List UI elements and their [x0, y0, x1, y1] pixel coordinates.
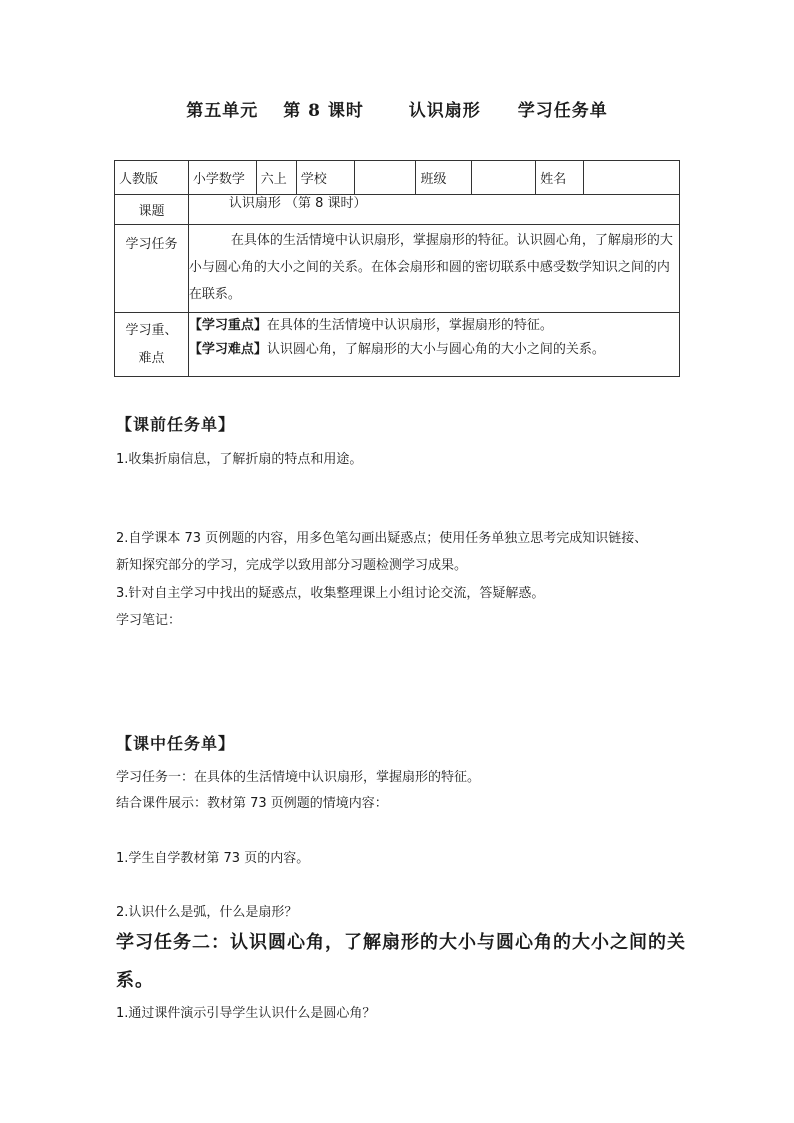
edition-cell: 人教版: [115, 161, 189, 195]
name-field[interactable]: [584, 161, 680, 195]
title-lesson: 第 8 课时: [283, 101, 364, 121]
title-topic: 认识扇形: [408, 101, 481, 121]
key-point-line: [189, 314, 679, 338]
info-table: [114, 160, 680, 377]
task-label: 学习任务: [115, 225, 189, 313]
in-class-heading: 【课中任务单】: [116, 734, 236, 753]
key-label-line1: 学习重、: [125, 322, 178, 338]
task2-title-line-1: 学习任务二：认识圆心角，了解扇形的大小与圆心角的大小之间的关: [116, 932, 686, 953]
topic-value: 认识扇形 （第 8 课时）: [188, 195, 679, 225]
difficult-point-text: 认识圆心角，了解扇形的大小与圆心角的大小之间的关系。: [266, 342, 605, 357]
key-point-tag: 【学习重点】: [188, 318, 267, 333]
name-label: 姓名: [536, 161, 584, 195]
task1-title: 学习任务一：在具体的生活情境中认识扇形，掌握扇形的特征。: [116, 770, 481, 785]
pre-class-item-2-line-1: 2.自学课本 73 页例题的内容，用多色笔勾画出疑惑点；使用任务单独立思考完成知识链接、: [116, 531, 648, 546]
key-points: [188, 313, 679, 377]
title-unit: 第五单元: [186, 101, 259, 121]
topic-label: 课题: [115, 195, 189, 225]
difficult-point-line: [189, 338, 679, 362]
task-value: 在具体的生活情境中认识扇形，掌握扇形的特征。认识圆心角，了解扇形的大小与圆心角的大小之间的关系。在体会扇形和圆的密切联系中感受数学知识之间的内在联系。: [188, 233, 673, 302]
key-label-line2: 难点: [138, 350, 165, 366]
key-point-text: 在具体的生活情境中认识扇形，掌握扇形的特征。: [266, 318, 553, 333]
study-notes-label: 学习笔记：: [116, 613, 182, 628]
task2-title: [116, 924, 686, 1000]
school-label: 学校: [296, 161, 354, 195]
title-type: 学习任务单: [517, 101, 608, 121]
difficult-point-tag: 【学习难点】: [188, 342, 267, 357]
task2-item-1: 1.通过课件演示引导学生认识什么是圆心角？: [116, 1006, 376, 1021]
pre-class-item-1: 1.收集折扇信息，了解折扇的特点和用途。: [116, 452, 363, 467]
subject-cell: 小学数学: [188, 161, 256, 195]
pre-class-heading: 【课前任务单】: [116, 415, 236, 434]
class-field[interactable]: [472, 161, 536, 195]
task1-intro: 结合课件展示：教材第 73 页例题的情境内容：: [116, 796, 388, 811]
grade-cell: 六上: [256, 161, 296, 195]
page-title: [0, 96, 794, 121]
task2-title-line-2: 系。: [116, 970, 154, 991]
pre-class-item-2-line-2: 新知探究部分的学习，完成学以致用部分习题检测学习成果。: [116, 558, 468, 573]
task1-item-2: 2.认识什么是弧，什么是扇形？: [116, 905, 298, 920]
pre-class-item-3: 3.针对自主学习中找出的疑惑点，收集整理课上小组讨论交流，答疑解惑。: [116, 586, 545, 601]
class-label: 班级: [416, 161, 472, 195]
task1-item-1: 1.学生自学教材第 73 页的内容。: [116, 851, 310, 866]
key-label: [115, 313, 189, 377]
school-field[interactable]: [354, 161, 416, 195]
